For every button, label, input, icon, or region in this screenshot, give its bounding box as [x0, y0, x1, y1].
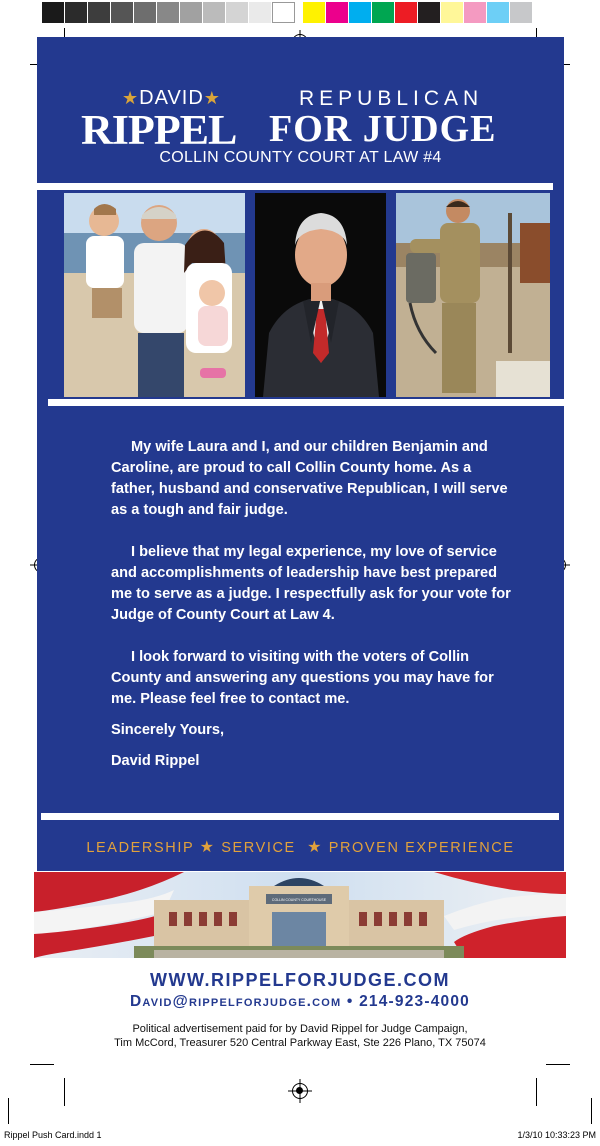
crop-mark: [8, 1098, 9, 1124]
bullet-separator: •: [346, 993, 354, 1010]
military-photo: [396, 193, 550, 397]
letter-paragraph-2: I believe that my legal experience, my love of service and accomplishments of leadership have best prepared me to serve as a judge. I respectfully ask for your vote for Judge of County Court at Law 4.: [111, 544, 511, 623]
party-label: REPUBLICAN: [299, 87, 484, 110]
slug-filename: Rippel Push Card.indd 1: [4, 1130, 102, 1140]
building-sign: COLLIN COUNTY COURTHOUSE: [271, 898, 327, 902]
website-link[interactable]: WWW.RIPPELFORJUDGE.COM: [150, 970, 450, 990]
color-swatch: [372, 2, 395, 23]
header: [37, 37, 564, 182]
gray-swatch: [157, 2, 180, 23]
last-name: RIPPEL: [81, 108, 237, 154]
email-link[interactable]: David@rippelforjudge.com: [130, 993, 342, 1010]
tagline-word-3: PROVEN EXPERIENCE: [328, 840, 515, 856]
color-swatch: [303, 2, 326, 23]
color-swatch: [441, 2, 464, 23]
gray-swatch: [226, 2, 249, 23]
divider-bar: [37, 183, 553, 190]
star-icon: ★: [307, 839, 324, 856]
gray-swatch: [88, 2, 111, 23]
color-swatch: [487, 2, 510, 23]
star-icon: ★: [199, 839, 216, 856]
crop-mark: [30, 1064, 54, 1065]
letter-paragraph-1: My wife Laura and I, and our children Benjamin and Caroline, are proud to call Collin County home. As a father, husband and conservative Republican, I will serve as a tough and fair judge.: [111, 439, 508, 518]
contact-line: [0, 993, 600, 1011]
gray-swatch: [272, 2, 295, 23]
tagline-word-2: SERVICE: [221, 840, 296, 856]
disclaimer-line-1: Political advertisement paid for by David Rippel for Judge Campaign,: [132, 1023, 468, 1035]
divider-bar: [41, 813, 559, 820]
letter-closing: Sincerely Yours,: [111, 722, 225, 738]
portrait-photo: [255, 193, 386, 397]
crop-mark: [546, 1064, 570, 1065]
gray-swatch: [203, 2, 226, 23]
tagline: [37, 837, 564, 857]
star-icon: ★: [122, 88, 140, 108]
push-card: [37, 37, 564, 871]
gray-swatch: [180, 2, 203, 23]
color-swatch: [349, 2, 372, 23]
color-swatch: [418, 2, 441, 23]
phone-number[interactable]: 214-923-4000: [359, 993, 470, 1010]
office-title: FOR JUDGE: [269, 108, 497, 150]
letter-signature: David Rippel: [111, 753, 200, 769]
color-swatch: [510, 2, 533, 23]
color-swatch: [395, 2, 418, 23]
gray-swatch: [42, 2, 65, 23]
political-disclaimer: [0, 1022, 600, 1050]
crop-mark: [536, 1078, 537, 1106]
gray-swatch: [65, 2, 88, 23]
crop-mark: [64, 1078, 65, 1106]
slug-datetime: 1/3/10 10:33:23 PM: [517, 1130, 596, 1140]
crop-mark: [591, 1098, 592, 1124]
candidate-letter: [111, 437, 511, 793]
gray-swatch: [249, 2, 272, 23]
court-name: COLLIN COUNTY COURT AT LAW #4: [159, 149, 442, 166]
family-photo: [64, 193, 245, 397]
letter-paragraph-3: I look forward to visiting with the voters of Collin County and answering any questions you may have for me. Please feel free to contact me.: [111, 649, 494, 707]
gray-swatch: [134, 2, 157, 23]
color-swatch: [464, 2, 487, 23]
divider-bar: [48, 399, 564, 406]
star-icon: ★: [203, 88, 221, 108]
color-swatch: [326, 2, 349, 23]
printer-color-bar: [42, 2, 533, 23]
disclaimer-line-2: Tim McCord, Treasurer 520 Central Parkway East, Ste 226 Plano, TX 75074: [114, 1037, 486, 1049]
gray-swatch: [111, 2, 134, 23]
first-name: DAVID: [139, 87, 204, 109]
courthouse-banner: [34, 872, 566, 958]
tagline-word-1: LEADERSHIP: [86, 840, 194, 856]
registration-mark-icon: [292, 1083, 308, 1099]
